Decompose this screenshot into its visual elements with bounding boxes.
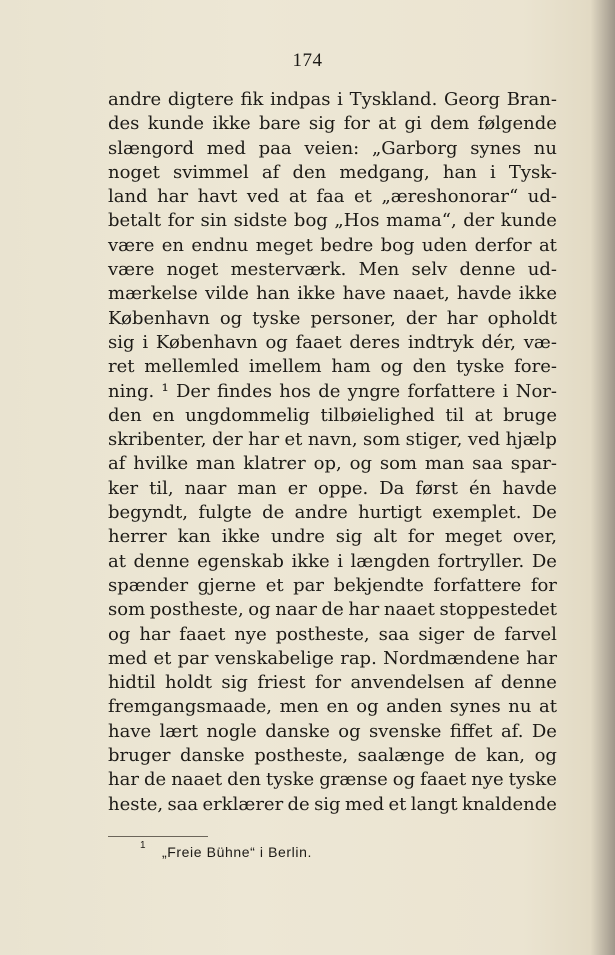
footnote (140, 840, 312, 860)
text-line: har de naaet den tyske grænse og faaet nye tyske (108, 769, 557, 791)
body-text (108, 88, 557, 817)
text-line: begyndt, fulgte de andre hurtigt exemplet. De (108, 502, 557, 524)
text-line: med et par venskabelige rap. Nordmændene har (108, 647, 557, 669)
text-line: herrer kan ikke undre sig alt for meget over, (108, 526, 557, 548)
text-line: sig i København og faaet deres indtryk dér, væ- (108, 331, 557, 353)
text-line: den en ungdommelig tilbøielighed til at bruge (108, 404, 557, 426)
footnote-marker: 1 (140, 840, 147, 851)
text-line: mærkelse vilde han ikke have naaet, havde ikke (108, 283, 557, 305)
text-line: og har faaet nye postheste, saa siger de farvel (108, 623, 557, 645)
text-line: skribenter, der har et navn, som stiger, ved hjælp (108, 429, 557, 451)
text-line: heste, saa erklærer de sig med et langt knaldende (108, 793, 557, 815)
text-line: betalt for sin sidste bog „Hos mama“, der kunde (108, 210, 557, 232)
text-line: des kunde ikke bare sig for at gi dem følgende (108, 113, 557, 135)
text-line: af hvilke man klatrer op, og som man saa spar- (108, 453, 557, 475)
text-line: være en endnu meget bedre bog uden derfor at (108, 234, 557, 256)
text-line: land har havt ved at faa et „æreshonorar“ ud- (108, 186, 557, 208)
text-line: have lært nogle danske og svenske fiffet af. De (108, 720, 557, 742)
text-line: fremgangsmaade, men en og anden synes nu at (108, 696, 557, 718)
text-line: spænder gjerne et par bekjendte forfattere for (108, 574, 557, 596)
text-line: ning. ¹ Der findes hos de yngre forfattere i Nor- (108, 380, 557, 402)
text-line: ret mellemled imellem ham og den tyske fore- (108, 356, 557, 378)
text-line: ker til, naar man er oppe. Da først én havde (108, 477, 557, 499)
text-line: at denne egenskab ikke i længden fortryller. De (108, 550, 557, 572)
text-line: København og tyske personer, der har opholdt (108, 307, 557, 329)
text-line: være noget mesterværk. Men selv denne ud- (108, 259, 557, 281)
footnote-divider (108, 836, 208, 837)
text-line: slængord med paa veien: „Garborg synes nu (108, 137, 557, 159)
footnote-text: „Freie Bühne“ i Berlin. (162, 844, 312, 860)
text-line: som postheste, og naar de har naaet stoppestedet (108, 599, 557, 621)
page-number: 174 (292, 50, 323, 71)
text-line: hidtil holdt sig friest for anvendelsen af denne (108, 672, 557, 694)
text-line: andre digtere fik indpas i Tyskland. Georg Bran- (108, 89, 557, 110)
text-line: bruger danske postheste, saalænge de kan, og (108, 745, 557, 767)
text-line: noget svimmel af den medgang, han i Tysk- (108, 161, 557, 183)
